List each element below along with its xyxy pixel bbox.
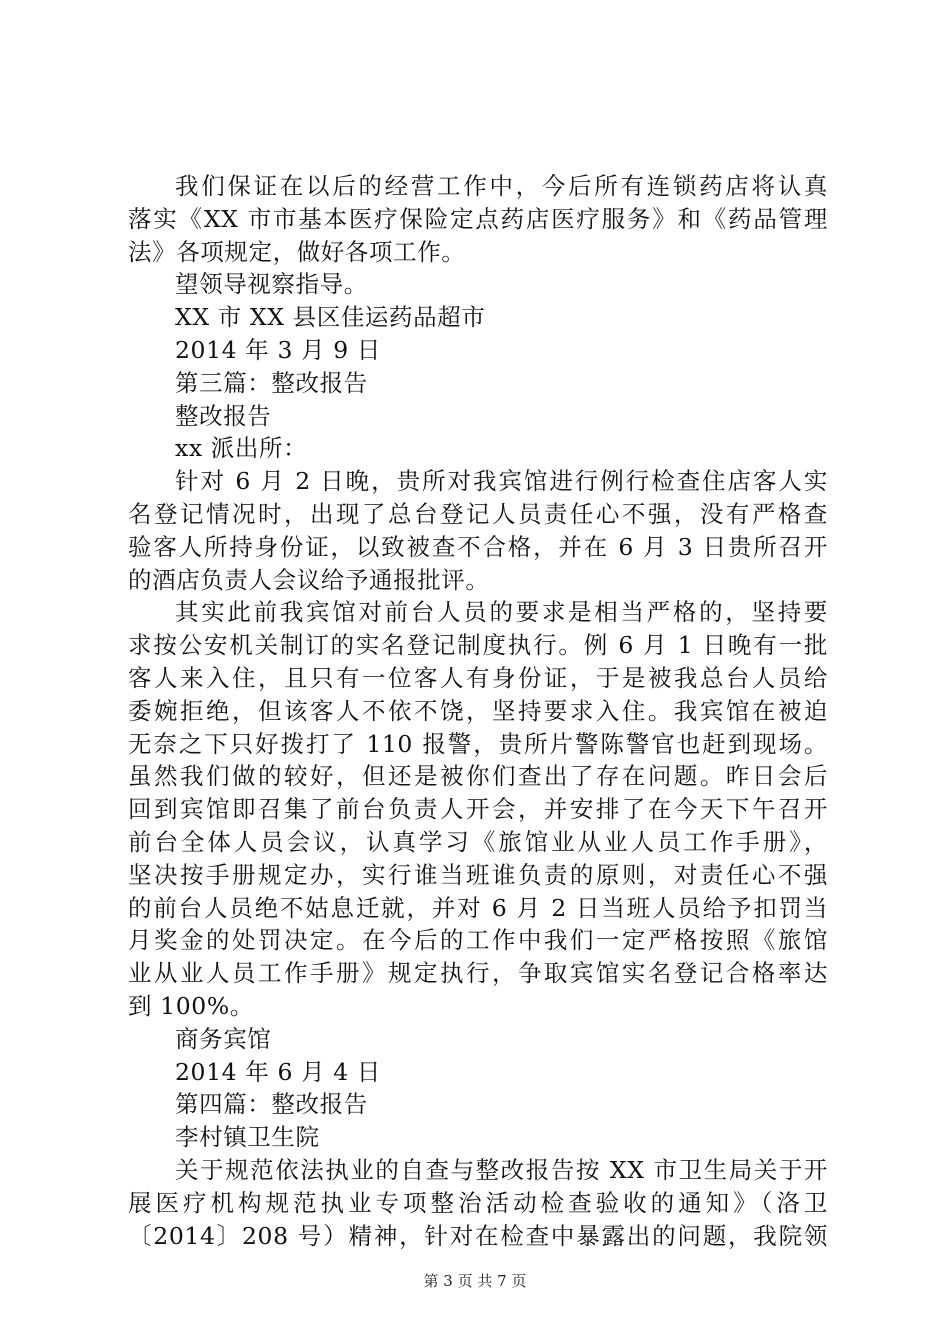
text-line: 回到宾馆即召集了前台负责人开会，并安排了在今天下午召开 — [128, 795, 828, 824]
text-line: 名登记情况时，出现了总台登记人员责任心不强，没有严格查 — [128, 499, 828, 528]
date-line: 2014 年 6 月 4 日 — [175, 1057, 381, 1086]
text-line: 虽然我们做的较好，但还是被你们查出了存在问题。昨日会后 — [128, 762, 828, 791]
text-line: 月奖金的处罚决定。在今后的工作中我们一定严格按照《旅馆 — [128, 926, 828, 955]
text-line: 法》各项规定，做好各项工作。 — [128, 237, 466, 266]
addressee-line: xx 派出所： — [175, 434, 308, 463]
text-line: 无奈之下只好拨打了 110 报警，贵所片警陈警官也赶到现场。 — [128, 729, 828, 758]
text-line: 业从业人员工作手册》规定执行，争取宾馆实名登记合格率达 — [128, 959, 828, 988]
section-heading: 第三篇：整改报告 — [175, 368, 368, 397]
text-line: 〔2014〕208 号）精神，针对在检查中暴露出的问题，我院领 — [128, 1221, 828, 1250]
text-line: 验客人所持身份证，以致被查不合格，并在 6 月 3 日贵所召开 — [128, 532, 828, 561]
signature-line: XX 市 XX 县区佳运药品超市 — [175, 303, 486, 332]
text-line: 落实《XX 市市基本医疗保险定点药店医疗服务》和《药品管理 — [128, 204, 828, 233]
document-body — [128, 170, 828, 1252]
organization-line: 李村镇卫生院 — [175, 1123, 320, 1152]
text-line: 求按公安机关制订的实名登记制度执行。例 6 月 1 日晚有一批 — [128, 631, 828, 660]
text-line: 到 100%。 — [128, 991, 254, 1020]
text-line: 展医疗机构规范执业专项整治活动检查验收的通知》（洛卫 — [128, 1188, 828, 1217]
signature-line: 商务宾馆 — [175, 1024, 272, 1053]
text-line: 的前台人员绝不姑息迁就，并对 6 月 2 日当班人员给予扣罚当 — [128, 893, 828, 922]
text-line: 委婉拒绝，但该客人不依不饶，坚持要求入住。我宾馆在被迫 — [128, 696, 828, 725]
text-line: 客人来入住，且只有一位客人有身份证，于是被我总台人员给 — [128, 663, 828, 692]
section-heading: 第四篇：整改报告 — [175, 1090, 368, 1119]
text-line: 的酒店负责人会议给予通报批评。 — [128, 565, 490, 594]
text-line: 望领导视察指导。 — [175, 270, 368, 299]
text-line: 我们保证在以后的经营工作中，今后所有连锁药店将认真 — [175, 172, 828, 200]
text-line: 针对 6 月 2 日晚，贵所对我宾馆进行例行检查住店客人实 — [175, 467, 828, 496]
text-line: 其实此前我宾馆对前台人员的要求是相当严格的，坚持要 — [175, 598, 828, 627]
report-title: 整改报告 — [175, 401, 272, 430]
text-line: 坚决按手册规定办，实行谁当班谁负责的原则，对责任心不强 — [128, 860, 828, 889]
text-line: 前台全体人员会议，认真学习《旅馆业从业人员工作手册》， — [128, 827, 828, 856]
date-line: 2014 年 3 月 9 日 — [175, 335, 381, 364]
text-line: 关于规范依法执业的自查与整改报告按 XX 市卫生局关于开 — [175, 1155, 828, 1184]
page-number-footer: 第 3 页 共 7 页 — [423, 1272, 527, 1290]
